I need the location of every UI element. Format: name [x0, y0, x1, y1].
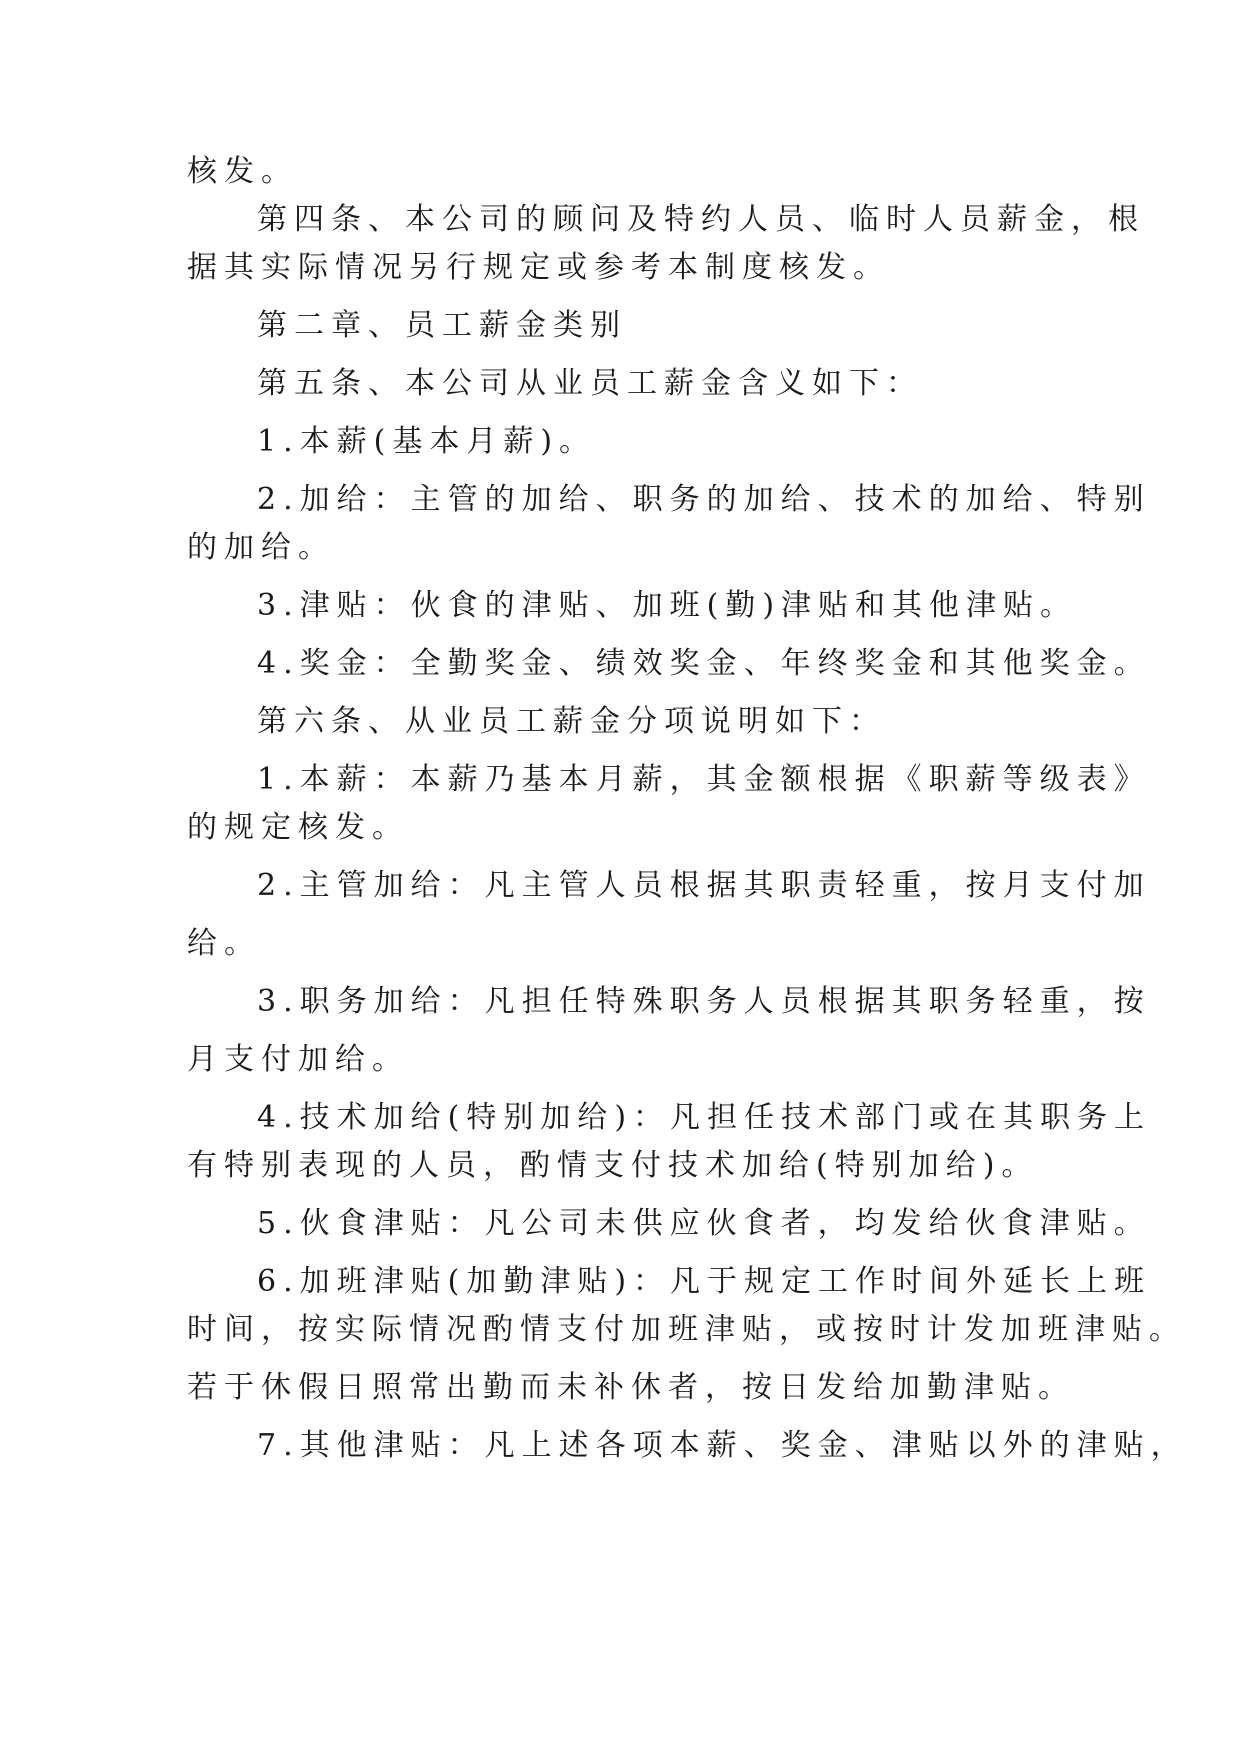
text-line: 3.职务加给：凡担任特殊职务人员根据其职务轻重，按 — [257, 984, 1151, 1019]
text-line: 6.加班津贴(加勤津贴)：凡于规定工作时间外延长上班 — [257, 1264, 1152, 1299]
text-line: 核发。 — [187, 154, 298, 189]
text-line: 7.其他津贴：凡上述各项本薪、奖金、津贴以外的津贴， — [257, 1428, 1188, 1463]
text-line: 有特别表现的人员，酌情支付技术加给(特别加给)。 — [187, 1148, 1039, 1183]
text-line: 的规定核发。 — [187, 810, 409, 845]
text-line: 1.本薪(基本月薪)。 — [257, 424, 597, 459]
text-line: 4.奖金：全勤奖金、绩效奖金、年终奖金和其他奖金。 — [257, 646, 1151, 681]
text-line: 4.技术加给(特别加给)：凡担任技术部门或在其职务上 — [257, 1100, 1152, 1135]
text-line: 第五条、本公司从业员工薪金含义如下： — [257, 366, 923, 401]
text-line: 1.本薪：本薪乃基本月薪，其金额根据《职薪等级表》 — [257, 762, 1151, 797]
text-line: 第六条、从业员工薪金分项说明如下： — [257, 704, 886, 739]
text-line: 2.主管加给：凡主管人员根据其职责轻重，按月支付加 — [257, 868, 1151, 903]
text-line: 月支付加给。 — [187, 1042, 409, 1077]
text-line: 第四条、本公司的顾问及特约人员、临时人员薪金，根 — [257, 202, 1145, 237]
text-line: 的加给。 — [187, 530, 335, 565]
text-line: 给。 — [187, 926, 261, 961]
text-line: 5.伙食津贴：凡公司未供应伙食者，均发给伙食津贴。 — [257, 1206, 1151, 1241]
text-line: 据其实际情况另行规定或参考本制度核发。 — [187, 250, 890, 285]
chapter-heading: 第二章、员工薪金类别 — [257, 308, 627, 343]
text-line: 若于休假日照常出勤而未补休者，按日发给加勤津贴。 — [187, 1370, 1075, 1405]
text-line: 2.加给：主管的加给、职务的加给、技术的加给、特别 — [257, 482, 1151, 517]
text-line: 时间，按实际情况酌情支付加班津贴，或按时计发加班津贴。 — [187, 1312, 1186, 1347]
text-line: 3.津贴：伙食的津贴、加班(勤)津贴和其他津贴。 — [257, 588, 1078, 623]
